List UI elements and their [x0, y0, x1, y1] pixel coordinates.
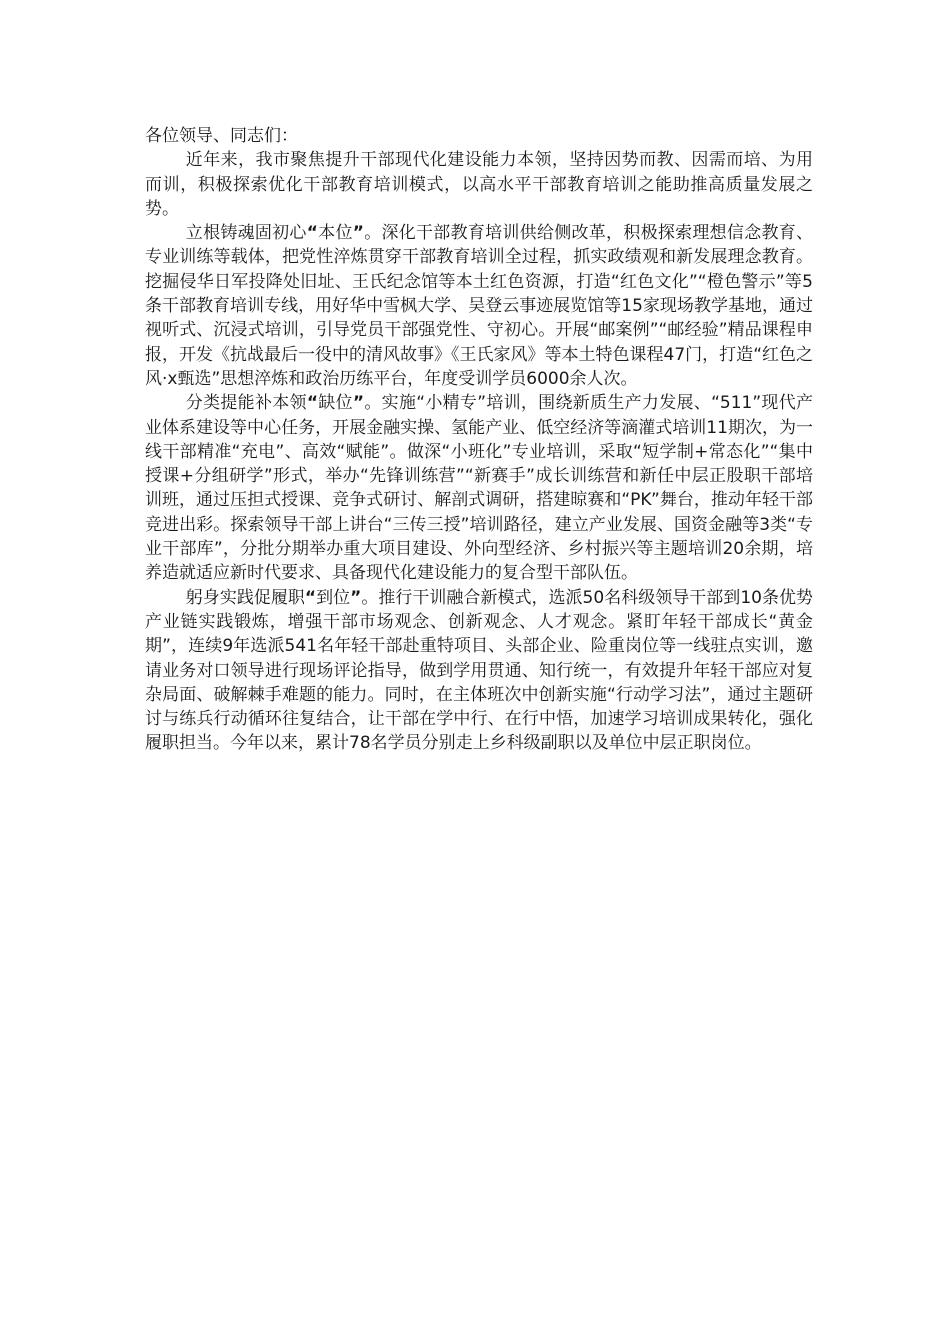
section-paragraph-daowei — [145, 586, 813, 756]
document-body — [145, 124, 813, 756]
intro-paragraph: 近年来，我市聚焦提升干部现代化建设能力本领，坚持因势而教、因需而培、为用而训，积极探索优化干部教育培训模式，以高水平干部教育培训之能助推高质量发展之势。 — [145, 150, 813, 219]
section-period: 。 — [364, 393, 382, 414]
section-lead: 分类提能补本领 — [185, 393, 307, 414]
section-open-quote: “ — [304, 587, 317, 608]
section-close-quote: ” — [352, 393, 365, 414]
section-period: 。 — [363, 223, 382, 244]
section-keyword: 本位 — [317, 223, 353, 244]
section-body: 实施“小精专”培训，围绕新质生产力发展、“511”现代产业体系建设等中心任务，开展金融实操、氢能产业、低空经济等滴灌式培训11期次，为一线干部精准“充电”、高效“赋能”。做深“小班化”专业培训，采取“短学制+常态化”“集中授课+分组研学”形式，举办“先锋训练营”“新赛手”成长训练营和新任中层正股职干部培训班，通过压担式授课、竞争式研讨、解剖式调研，搭建晾赛和“PK”舞台，推动年轻干部竞进出彩。探索领导干部上讲台“三传三授”培训路径，建立产业发展、国资金融等3类“专业干部库”，分批分期举办重大项目建设、外向型经济、乡村振兴等主题培训20余期，培养造就适应新时代要求、具备现代化建设能力的复合型干部队伍。 — [145, 393, 814, 584]
salutation: 各位领导、同志们： — [145, 126, 298, 146]
section-close-quote: ” — [350, 587, 362, 608]
section-period: 。 — [361, 587, 379, 608]
section-body: 深化干部教育培训供给侧改革，积极探索理想信念教育、专业训练等载体，把党性淬炼贯穿干部教育培训全过程，抓实政绩观和新发展理念教育。挖掘侵华日军投降处旧址、王氏纪念馆等本土红色资源，打造“红色文化”“橙色警示”等5条干部教育培训专线，用好华中雪枫大学、吴登云事迹展览馆等15家现场教学基地，通过视听式、沉浸式培训，引导党员干部强党性、守初心。开展“邮案例”“邮经验”精品课程申报，开发《抗战最后一役中的清风故事》《王氏家风》等本土特色课程47门，打造“红色之风·x甄选”思想淬炼和政治历练平台，年度受训学员6000余人次。 — [145, 223, 814, 389]
section-keyword: 到位 — [316, 587, 351, 608]
section-paragraph-quewei — [145, 391, 813, 585]
section-body: 推行干训融合新模式，选派50名科级领导干部到10条优势产业链实践锻炼，增强干部市场观念、创新观念、人才观念。紧盯年轻干部成长“黄金期”，连续9年选派541名年轻干部赴重特项目、头部企业、险重岗位等一线驻点实训，邀请业务对口领导进行现场评论指导，做到学用贯通、知行统一，有效提升年轻干部应对复杂局面、破解棘手难题的能力。同时，在主体班次中创新实施“行动学习法”，通过主题研讨与练兵行动循环往复结合，让干部在学中行、在行中悟，加速学习培训成果转化，强化履职担当。今年以来，累计78名学员分别走上乡科级副职以及单位中层正职岗位。 — [145, 587, 813, 754]
section-open-quote: “ — [306, 393, 319, 414]
section-paragraph-benwei — [145, 221, 813, 391]
section-close-quote: ” — [352, 223, 364, 244]
section-open-quote: “ — [306, 223, 318, 244]
section-lead: 躬身实践促履职 — [185, 587, 305, 608]
section-keyword: 缺位 — [318, 393, 353, 414]
section-lead: 立根铸魂固初心 — [185, 223, 307, 244]
